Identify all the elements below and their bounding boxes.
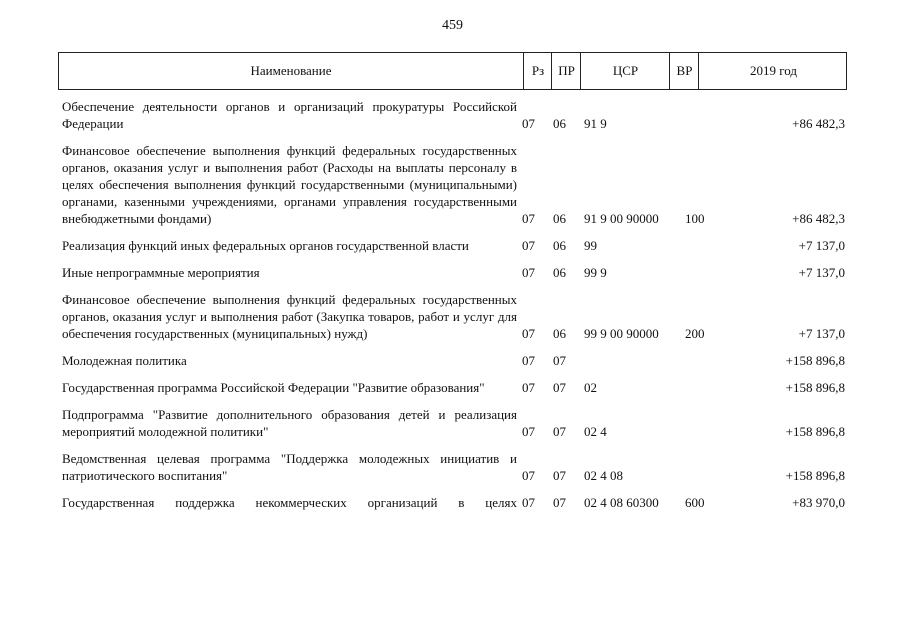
table-row bbox=[0, 98, 905, 132]
table-row bbox=[0, 142, 905, 227]
row-rz: 07 bbox=[522, 326, 535, 341]
header-rz: Рз bbox=[523, 53, 552, 89]
row-rz: 07 bbox=[522, 116, 535, 131]
row-amount: +7 137,0 bbox=[798, 326, 845, 341]
row-pr: 07 bbox=[553, 424, 566, 439]
row-vr: 200 bbox=[685, 326, 705, 341]
row-name: Иные непрограммные мероприятия bbox=[62, 265, 260, 280]
row-vr: 100 bbox=[685, 211, 705, 226]
row-rz: 07 bbox=[522, 424, 535, 439]
header-pr: ПР bbox=[551, 53, 581, 89]
row-pr: 07 bbox=[553, 353, 566, 368]
row-name: Финансовое обеспечение выполнения функций федеральных государственных органов, оказания услуг и выполнения работ (Закупка товаров, работ и услуг для обеспечения государственных (муниципальных) нужд) bbox=[62, 292, 517, 341]
table-row bbox=[0, 406, 905, 440]
row-amount: +86 482,3 bbox=[792, 116, 845, 131]
row-vr: 600 bbox=[685, 495, 705, 510]
row-pr: 06 bbox=[553, 116, 566, 131]
row-rz: 07 bbox=[522, 265, 535, 280]
row-amount: +7 137,0 bbox=[798, 238, 845, 253]
row-amount: +158 896,8 bbox=[785, 424, 845, 439]
table-row bbox=[0, 379, 905, 396]
row-name: Обеспечение деятельности органов и организаций прокуратуры Российской Федерации bbox=[62, 99, 517, 131]
table-row bbox=[0, 450, 905, 484]
row-amount: +158 896,8 bbox=[785, 353, 845, 368]
table-body bbox=[0, 98, 905, 521]
row-name: Государственная программа Российской Федерации "Развитие образования" bbox=[62, 380, 485, 395]
header-name: Наименование bbox=[250, 63, 332, 78]
table-header bbox=[58, 52, 847, 90]
row-pr: 07 bbox=[553, 380, 566, 395]
row-rz: 07 bbox=[522, 380, 535, 395]
row-csr: 02 4 bbox=[584, 424, 607, 439]
table-row bbox=[0, 264, 905, 281]
row-amount: +83 970,0 bbox=[792, 495, 845, 510]
table-row bbox=[0, 237, 905, 254]
row-pr: 06 bbox=[553, 211, 566, 226]
row-name: Молодежная политика bbox=[62, 353, 187, 368]
row-csr: 02 4 08 bbox=[584, 468, 623, 483]
table-row bbox=[0, 352, 905, 369]
row-rz: 07 bbox=[522, 353, 535, 368]
row-rz: 07 bbox=[522, 468, 535, 483]
page-number: 459 bbox=[442, 18, 463, 33]
row-csr: 02 bbox=[584, 380, 597, 395]
header-vr: ВР bbox=[669, 53, 699, 89]
row-amount: +158 896,8 bbox=[785, 468, 845, 483]
row-rz: 07 bbox=[522, 238, 535, 253]
row-pr: 07 bbox=[553, 468, 566, 483]
header-year: 2019 год bbox=[698, 53, 848, 89]
header-csr: ЦСР bbox=[580, 53, 670, 89]
row-csr: 02 4 08 60300 bbox=[584, 495, 659, 510]
row-name: Ведомственная целевая программа "Поддержка молодежных инициатив и патриотического воспитания" bbox=[62, 451, 517, 483]
row-csr: 99 9 00 90000 bbox=[584, 326, 659, 341]
row-pr: 06 bbox=[553, 326, 566, 341]
table-row bbox=[0, 494, 905, 511]
row-pr: 06 bbox=[553, 238, 566, 253]
row-rz: 07 bbox=[522, 495, 535, 510]
row-csr: 91 9 00 90000 bbox=[584, 211, 659, 226]
row-amount: +86 482,3 bbox=[792, 211, 845, 226]
row-name: Финансовое обеспечение выполнения функций федеральных государственных органов, оказания услуг и выполнения работ (Расходы на выплаты персоналу в целях обеспечения выполнения функций государственными (муниципальными) органами, казенными учреждениями, органами управления государственными внебюджетными фондами) bbox=[62, 143, 517, 226]
row-pr: 07 bbox=[553, 495, 566, 510]
row-csr: 91 9 bbox=[584, 116, 607, 131]
table-row bbox=[0, 291, 905, 342]
row-rz: 07 bbox=[522, 211, 535, 226]
row-amount: +7 137,0 bbox=[798, 265, 845, 280]
row-name: Государственная поддержка некоммерческих организаций в целях bbox=[62, 495, 517, 510]
row-name: Реализация функций иных федеральных органов государственной власти bbox=[62, 238, 469, 253]
row-amount: +158 896,8 bbox=[785, 380, 845, 395]
row-csr: 99 bbox=[584, 238, 597, 253]
row-csr: 99 9 bbox=[584, 265, 607, 280]
row-name: Подпрограмма "Развитие дополнительного образования детей и реализация мероприятий молодежной политики" bbox=[62, 407, 517, 439]
row-pr: 06 bbox=[553, 265, 566, 280]
